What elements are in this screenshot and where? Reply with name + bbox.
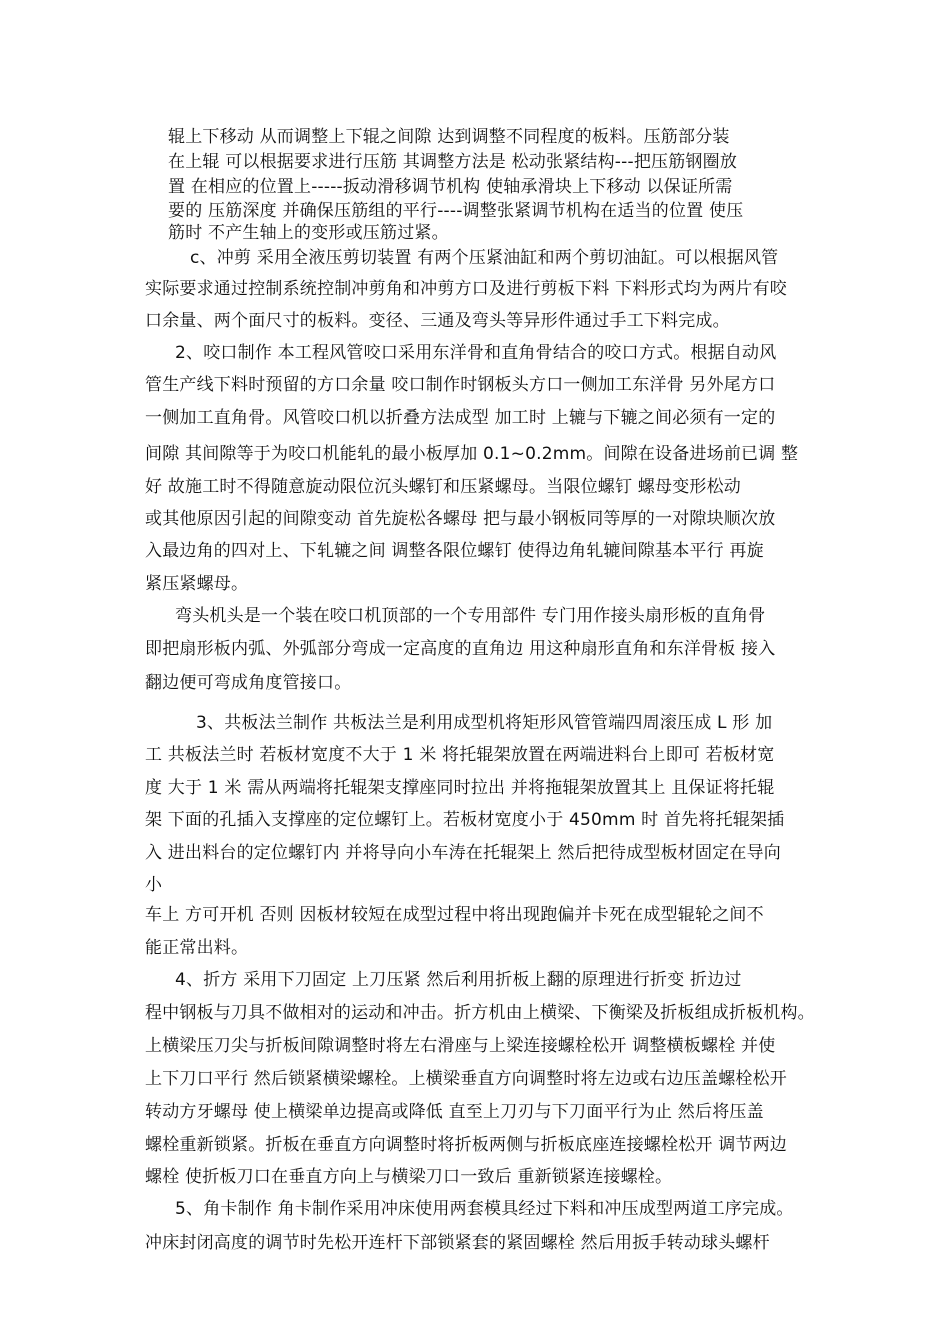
text-line: 弯头机头是一个装在咬口机顶部的一个专用部件 专门用作接头扇形板的直角骨 [175, 606, 766, 626]
text-line: c、冲剪 采用全液压剪切装置 有两个压紧油缸和两个剪切油缸。可以根据风管 [190, 248, 779, 268]
text-line: 间隙 其间隙等于为咬口机能轧的最小板厚加 0.1~0.2mm。间隙在设备进场前已调 整 [145, 444, 799, 464]
text-line: 在上辊 可以根据要求进行压筋 其调整方法是 松动张紧结构---把压筋钢圈放 [168, 152, 738, 172]
text-line: 4、折方 采用下刀固定 上刀压紧 然后利用折板上翻的原理进行折变 折边过 [175, 970, 742, 990]
text-line: 架 下面的孔插入支撑座的定位螺钉上。若板材宽度小于 450mm 时 首先将托辊架插 [145, 810, 785, 830]
text-line: 即把扇形板内弧、外弧部分弯成一定高度的直角边 用这种扇形直角和东洋骨板 接入 [145, 639, 776, 659]
text-line: 入 进出料台的定位螺钉内 并将导向小车涛在托辊架上 然后把待成型板材固定在导向 [145, 843, 782, 863]
text-line: 5、角卡制作 角卡制作采用冲床使用两套模具经过下料和冲压成型两道工序完成。 [175, 1199, 794, 1219]
text-line: 螺栓重新锁紧。折板在垂直方向调整时将折板两侧与折板底座连接螺栓松开 调节两边 [145, 1135, 788, 1155]
text-line: 辊上下移动 从而调整上下辊之间隙 达到调整不同程度的板料。压筋部分装 [168, 127, 730, 147]
text-line: 2、咬口制作 本工程风管咬口采用东洋骨和直角骨结合的咬口方式。根据自动风 [175, 343, 777, 363]
text-line: 实际要求通过控制系统控制冲剪角和冲剪方口及进行剪板下料 下料形式均为两片有咬 [145, 279, 788, 299]
text-line: 度 大于 1 米 需从两端将托辊架支撑座同时拉出 并将拖辊架放置其上 且保证将托辊 [145, 778, 775, 798]
text-line: 能正常出料。 [145, 938, 249, 958]
text-line: 紧压紧螺母。 [145, 574, 249, 594]
text-line: 小 [145, 875, 163, 895]
text-line: 筋时 不产生轴上的变形或压筋过紧。 [168, 223, 449, 243]
text-line: 翻边便可弯成角度管接口。 [145, 673, 352, 693]
text-line: 3、共板法兰制作 共板法兰是利用成型机将矩形风管管端四周滚压成 L 形 加 [196, 713, 773, 733]
text-line: 置 在相应的位置上-----扳动滑移调节机构 使轴承滑块上下移动 以保证所需 [168, 177, 733, 197]
text-line: 要的 压筋深度 并确保压筋组的平行----调整张紧调节机构在适当的位置 使压 [168, 201, 744, 221]
text-line: 螺栓 使折板刀口在垂直方向上与横梁刀口一致后 重新锁紧连接螺栓。 [145, 1167, 673, 1187]
text-line: 程中钢板与刀具不做相对的运动和冲击。折方机由上横梁、下衡梁及折板组成折板机构。 [145, 1003, 815, 1023]
text-line: 或其他原因引起的间隙变动 首先旋松各螺母 把与最小钢板同等厚的一对隙块顺次放 [145, 509, 776, 529]
text-line: 车上 方可开机 否则 因板材较短在成型过程中将出现跑偏并卡死在成型辊轮之间不 [145, 905, 764, 925]
text-line: 上横梁压刀尖与折板间隙调整时将左右滑座与上梁连接螺栓松开 调整横板螺栓 并使 [145, 1036, 776, 1056]
text-line: 好 故施工时不得随意旋动限位沉头螺钉和压紧螺母。当限位螺钉 螺母变形松动 [145, 477, 742, 497]
text-line: 上下刀口平行 然后锁紧横梁螺栓。上横梁垂直方向调整时将左边或右边压盖螺栓松开 [145, 1069, 788, 1089]
text-line: 管生产线下料时预留的方口余量 咬口制作时钢板头方口一侧加工东洋骨 另外尾方口 [145, 375, 776, 395]
text-line: 冲床封闭高度的调节时先松开连杆下部锁紧套的紧固螺栓 然后用扳手转动球头螺杆 [145, 1233, 770, 1253]
text-line: 入最边角的四对上、下轧辘之间 调整各限位螺钉 使得边角轧辘间隙基本平行 再旋 [145, 541, 764, 561]
text-line: 工 共板法兰时 若板材宽度不大于 1 米 将托辊架放置在两端进料台上即可 若板材宽 [145, 745, 775, 765]
text-line: 口余量、两个面尺寸的板料。变径、三通及弯头等异形件通过手工下料完成。 [145, 311, 730, 331]
text-line: 转动方牙螺母 使上横梁单边提高或降低 直至上刀刃与下刀面平行为止 然后将压盖 [145, 1102, 764, 1122]
text-line: 一侧加工直角骨。风管咬口机以折叠方法成型 加工时 上辘与下辘之间必须有一定的 [145, 408, 776, 428]
